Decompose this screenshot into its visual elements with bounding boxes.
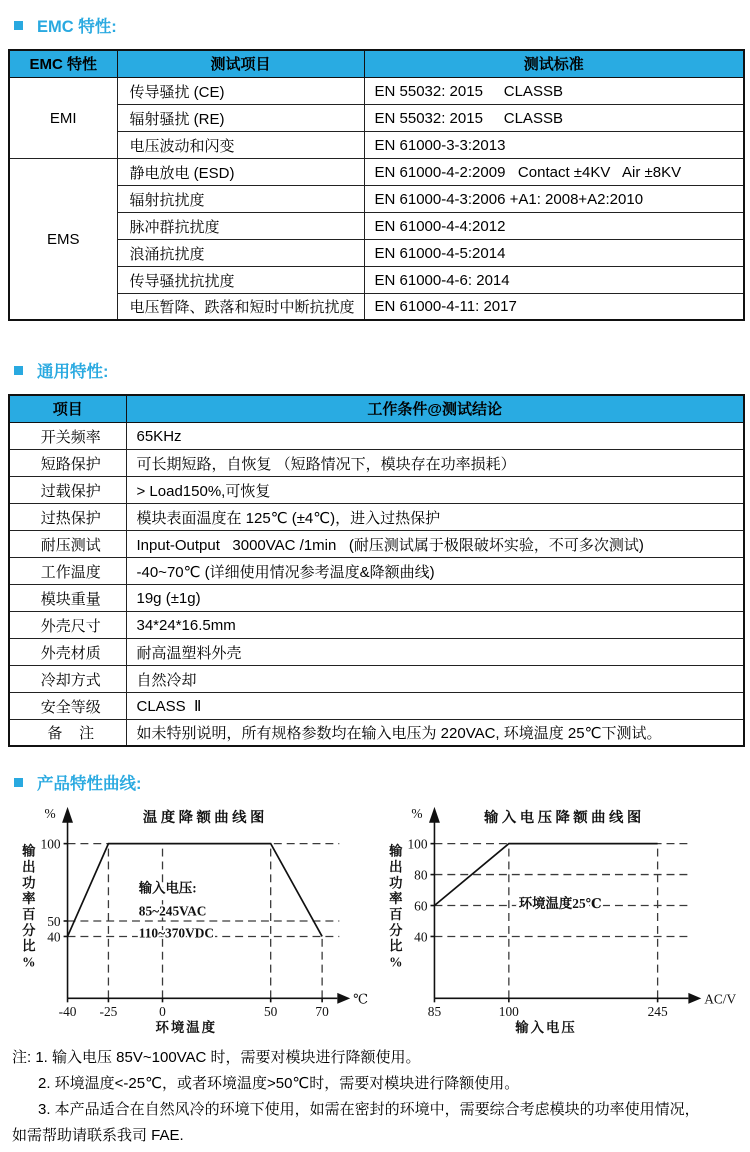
general-item-cell: 安全等级 xyxy=(9,692,126,719)
y-tick-label: 80 xyxy=(414,867,428,883)
emc-standard-cell: EN 61000-4-3:2006 +A1: 2008+A2:2010 xyxy=(364,185,744,212)
general-table-row xyxy=(9,557,744,584)
emc-table-row xyxy=(9,293,744,320)
general-item-cell: 冷却方式 xyxy=(9,665,126,692)
x-axis-label: 输入电压 xyxy=(515,1020,577,1036)
y-axis-label-char: 率 xyxy=(22,891,38,907)
general-table-row xyxy=(9,665,744,692)
emc-standard-cell: EN 61000-3-3:2013 xyxy=(364,131,744,158)
emc-table-row xyxy=(9,239,744,266)
general-table xyxy=(8,394,745,747)
y-axis-label-char: 百 xyxy=(22,907,38,923)
emc-table-row xyxy=(9,212,744,239)
general-item-cell: 耐压测试 xyxy=(9,530,126,557)
general-header-condition: 工作条件@测试结论 xyxy=(126,395,744,422)
x-axis-label: 环境温度 xyxy=(155,1020,217,1036)
general-item-cell: 短路保护 xyxy=(9,449,126,476)
general-table-row xyxy=(9,638,744,665)
general-item-cell: 模块重量 xyxy=(9,584,126,611)
x-axis-arrow-icon xyxy=(688,993,701,1004)
general-table-header-row xyxy=(9,395,744,422)
note-line-1: 注: 1. 输入电压 85V~100VAC 时，需要对模块进行降额使用。 xyxy=(12,1049,421,1066)
y-axis-label-char: 分 xyxy=(389,922,405,938)
note-line-3: 3. 本产品适合在自然风冷的环境下使用，如需在密封的环境中，需要综合考虑模块的功率使用情况， xyxy=(38,1101,700,1118)
x-tick-label: 245 xyxy=(647,1004,668,1020)
emc-standard-cell: EN 55032: 2015 CLASSB xyxy=(364,77,744,104)
general-table-row xyxy=(9,422,744,449)
x-tick-label: 50 xyxy=(263,1004,278,1020)
y-axis-unit: % xyxy=(44,805,56,821)
general-value-cell: Input-Output 3000VAC /1min (耐压测试属于极限破坏实验，不可多次测试) xyxy=(126,530,744,557)
emc-header-feature: EMC 特性 xyxy=(9,50,117,77)
section-title-curves-text: 产品特性曲线: xyxy=(37,775,142,793)
general-table-row xyxy=(9,530,744,557)
chart-title: 输入电压降额曲线图 xyxy=(484,809,645,826)
y-axis-label-char: 输 xyxy=(22,843,38,859)
general-value-cell: 可长期短路，自恢复 （短路情况下，模块存在功率损耗） xyxy=(126,449,744,476)
general-value-cell: > Load150%,可恢复 xyxy=(126,476,744,503)
general-table-row xyxy=(9,449,744,476)
emc-group-cell: EMI xyxy=(9,77,117,158)
x-axis-arrow-icon xyxy=(337,993,350,1004)
emc-table-row xyxy=(9,185,744,212)
general-value-cell: 模块表面温度在 125℃ (±4℃)，进入过热保护 xyxy=(126,503,744,530)
emc-standard-cell: EN 61000-4-6: 2014 xyxy=(364,266,744,293)
y-axis-label-char: 功 xyxy=(389,875,405,891)
note-line-2: 2. 环境温度<-25℃，或者环境温度>50℃时，需要对模块进行降额使用。 xyxy=(38,1075,520,1092)
emc-item-cell: 传导骚扰 (CE) xyxy=(117,77,364,104)
emc-standard-cell: EN 55032: 2015 CLASSB xyxy=(364,104,744,131)
y-tick-label: 100 xyxy=(40,836,61,852)
general-table-row xyxy=(9,584,744,611)
general-header-item: 项目 xyxy=(9,395,126,422)
section-bullet-icon xyxy=(14,21,23,30)
general-table-row xyxy=(9,692,744,719)
emc-item-cell: 浪涌抗扰度 xyxy=(117,239,364,266)
y-axis-label-char: % xyxy=(389,954,405,970)
section-title-emc xyxy=(8,14,742,36)
emc-table-row xyxy=(9,77,744,104)
chart-annotation: 输入电压: xyxy=(138,880,197,896)
section-title-general xyxy=(8,359,742,381)
emc-group-cell: EMS xyxy=(9,158,117,320)
general-table-row xyxy=(9,503,744,530)
general-item-cell: 外壳尺寸 xyxy=(9,611,126,638)
general-value-cell: 如未特别说明，所有规格参数均在输入电压为 220VAC, 环境温度 25℃下测试。 xyxy=(126,719,744,746)
chart-title: 温度降额曲线图 xyxy=(142,809,268,826)
y-tick-label: 60 xyxy=(414,898,428,914)
general-value-cell: 19g (±1g) xyxy=(126,584,744,611)
y-axis-label-char: 分 xyxy=(22,922,38,938)
general-value-cell: CLASS Ⅱ xyxy=(126,692,744,719)
emc-header-standard: 测试标准 xyxy=(364,50,744,77)
emc-standard-cell: EN 61000-4-4:2012 xyxy=(364,212,744,239)
y-axis-label-char: 功 xyxy=(22,875,38,891)
emc-table-row xyxy=(9,131,744,158)
emc-item-cell: 辐射骚扰 (RE) xyxy=(117,104,364,131)
y-tick-label: 40 xyxy=(47,929,61,945)
y-axis-arrow-icon xyxy=(62,807,73,823)
input-voltage-derating-chart xyxy=(369,801,738,1039)
emc-header-item: 测试项目 xyxy=(117,50,364,77)
section-bullet-icon xyxy=(14,366,23,375)
emc-item-cell: 电压暂降、跌落和短时中断抗扰度 xyxy=(117,293,364,320)
emc-standard-cell: EN 61000-4-11: 2017 xyxy=(364,293,744,320)
y-axis-label-char: 百 xyxy=(389,907,405,923)
emc-item-cell: 静电放电 (ESD) xyxy=(117,158,364,185)
x-axis-unit: AC/V xyxy=(704,991,737,1007)
general-table-row xyxy=(9,611,744,638)
x-tick-label: 85 xyxy=(427,1004,442,1020)
general-item-cell: 过热保护 xyxy=(9,503,126,530)
y-tick-label: 40 xyxy=(414,929,428,945)
general-item-cell: 过载保护 xyxy=(9,476,126,503)
y-axis-label-char: % xyxy=(22,954,38,970)
general-item-cell: 工作温度 xyxy=(9,557,126,584)
emc-table-row xyxy=(9,104,744,131)
x-tick-label: 100 xyxy=(498,1004,519,1020)
x-tick-label: 0 xyxy=(159,1004,166,1020)
section-title-emc-text: EMC 特性: xyxy=(37,18,117,36)
general-item-cell: 开关频率 xyxy=(9,422,126,449)
emc-standard-cell: EN 61000-4-5:2014 xyxy=(364,239,744,266)
emc-table-row xyxy=(9,158,744,185)
section-bullet-icon xyxy=(14,778,23,787)
x-tick-label: -25 xyxy=(99,1004,118,1020)
chart-annotation: 环境温度25℃ xyxy=(518,895,602,911)
y-axis-label-char: 率 xyxy=(389,891,405,907)
emc-table-row xyxy=(9,266,744,293)
x-tick-label: 70 xyxy=(315,1004,329,1020)
y-axis-label-char: 比 xyxy=(22,938,38,954)
y-axis-label-char: 比 xyxy=(389,938,405,954)
general-value-cell: 34*24*16.5mm xyxy=(126,611,744,638)
general-table-row xyxy=(9,719,744,746)
general-item-cell: 备 注 xyxy=(9,719,126,746)
x-tick-label: -40 xyxy=(58,1004,77,1020)
emc-table-header-row xyxy=(9,50,744,77)
y-tick-label: 50 xyxy=(47,913,61,929)
curves-row xyxy=(8,801,742,1039)
section-title-general-text: 通用特性: xyxy=(37,363,109,381)
emc-item-cell: 电压波动和闪变 xyxy=(117,131,364,158)
y-axis-arrow-icon xyxy=(429,807,440,823)
emc-item-cell: 辐射抗扰度 xyxy=(117,185,364,212)
emc-item-cell: 传导骚扰抗扰度 xyxy=(117,266,364,293)
general-value-cell: 65KHz xyxy=(126,422,744,449)
emc-item-cell: 脉冲群抗扰度 xyxy=(117,212,364,239)
note-line-4: 如需帮助请联系我司 FAE. xyxy=(12,1127,184,1144)
emc-standard-cell: EN 61000-4-2:2009 Contact ±4KV Air ±8KV xyxy=(364,158,744,185)
chart-annotation: 110~370VDC xyxy=(138,925,215,941)
y-axis-unit: % xyxy=(411,805,423,821)
general-table-row xyxy=(9,476,744,503)
chart-annotation: 85~245VAC xyxy=(138,903,207,919)
y-axis-label-char: 出 xyxy=(22,859,38,875)
temperature-derating-chart xyxy=(12,801,369,1039)
general-value-cell: -40~70℃ (详细使用情况参考温度&降额曲线) xyxy=(126,557,744,584)
notes xyxy=(8,1045,742,1149)
general-value-cell: 自然冷却 xyxy=(126,665,744,692)
y-axis-label-char: 输 xyxy=(389,843,405,859)
section-title-curves xyxy=(8,771,742,793)
general-item-cell: 外壳材质 xyxy=(9,638,126,665)
y-axis-label-char: 出 xyxy=(389,859,405,875)
emc-table xyxy=(8,49,745,321)
x-axis-unit: ℃ xyxy=(353,991,369,1007)
y-tick-label: 100 xyxy=(407,836,428,852)
general-value-cell: 耐高温塑料外壳 xyxy=(126,638,744,665)
